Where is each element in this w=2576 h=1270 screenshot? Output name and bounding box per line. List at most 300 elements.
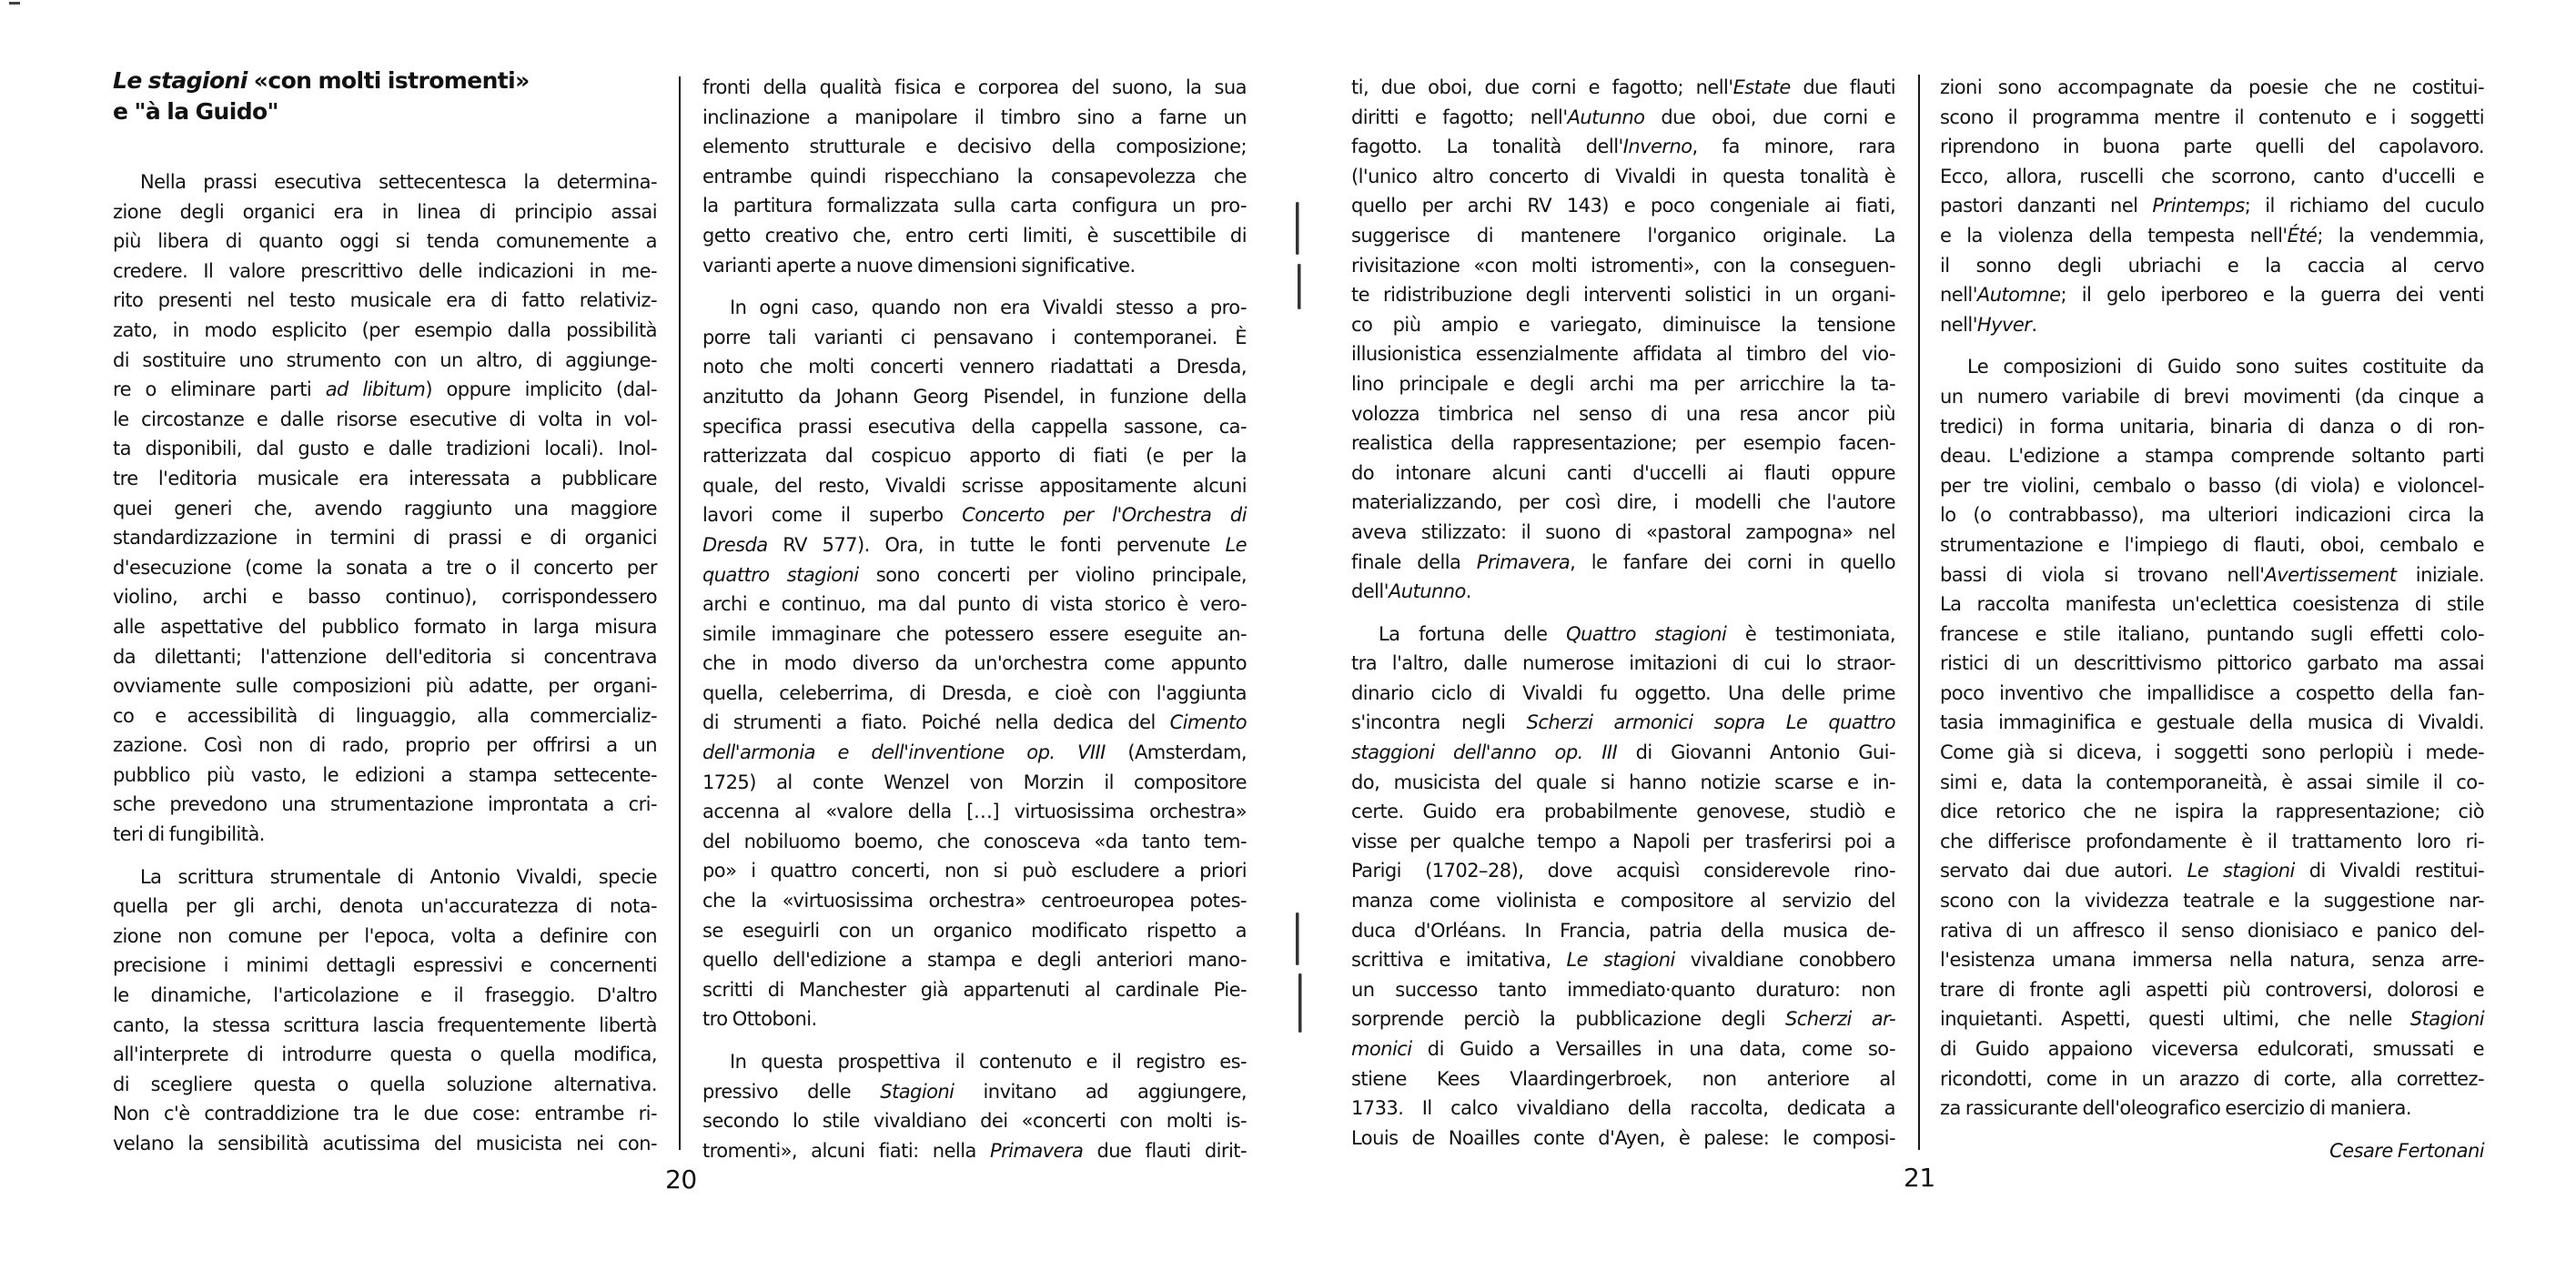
body-text: trare di fronte agli aspetti più controversi, dolorosi e [1940, 978, 2484, 1001]
body-text: velano la sensibilità acutissima del musicista nei con- [113, 1133, 657, 1154]
italic-text: quattro stagioni [702, 563, 859, 586]
text-line [113, 494, 657, 524]
text-line [702, 530, 1247, 560]
text-line [1351, 1064, 1895, 1094]
page-number-right: 21 [1904, 1163, 1935, 1193]
text-line [113, 642, 657, 672]
body-text: aveva stilizzato: il suono di «pastoral zampogna» nel [1351, 520, 1895, 543]
text-line [113, 892, 657, 922]
body-text: manza come violinista e compositore al servizio del [1351, 890, 1895, 912]
text-line [702, 251, 1247, 281]
text-line [1940, 827, 2484, 857]
body-text: iniziale. [2396, 563, 2484, 586]
italic-text: Le [1225, 533, 1247, 556]
body-text: visse per qualche tempo a Napoli per trasferirsi poi a [1351, 830, 1895, 852]
text-line [702, 679, 1247, 709]
text-line [1351, 162, 1895, 192]
italic-text: Concerto per l'Orchestra di [962, 504, 1247, 527]
text-line [702, 471, 1247, 501]
body-text: inquietanti. Aspetti, questi ultimi, che nelle [1940, 1008, 2410, 1031]
text-line [1351, 738, 1895, 768]
body-text: poco inventivo che impallidisce a cospetto della fan- [1940, 681, 2484, 704]
text-line [113, 862, 657, 892]
body-text: La scrittura strumentale di Antonio Vivaldi, specie [140, 865, 657, 888]
text-line [1351, 577, 1895, 607]
text-line [113, 434, 657, 464]
body-text: servato dai due autori. [1940, 860, 2187, 882]
italic-text: Été [2287, 224, 2318, 247]
text-line [702, 191, 1247, 221]
text-line [702, 708, 1247, 738]
body-text: po» i quattro concerti, non si può escludere a priori [702, 860, 1247, 882]
paragraph [1351, 73, 1895, 607]
body-text: diritti e fagotto; nell' [1351, 106, 1568, 128]
text-line [113, 612, 657, 642]
body-text: lino principale e degli archi ma per arricchire la ta- [1351, 372, 1895, 395]
text-line [113, 464, 657, 494]
body-text: teri di fungibilità. [113, 823, 265, 846]
italic-text: Le stagioni [2187, 860, 2295, 882]
column-divider-right [1918, 75, 1920, 1150]
text-line [1940, 251, 2484, 281]
body-text: se eseguirli con un organico modificato rispetto a [702, 919, 1247, 942]
body-text: . [1465, 580, 1471, 603]
column-body [113, 167, 657, 1159]
text-line [702, 590, 1247, 620]
italic-text: Dresda [702, 533, 768, 556]
body-text: e la violenza della tempesta nell' [1940, 224, 2288, 247]
body-text: , le fanfare dei corni in quello [1570, 550, 1895, 573]
body-text: nell' [1940, 284, 1977, 307]
staple-mark-upper-b [1298, 264, 1300, 309]
body-text: do intonare alcuni canti d'uccelli ai flauti oppure [1351, 461, 1895, 484]
body-text: quello per archi RV 143) e poco congeniale ai fiati, [1351, 195, 1895, 217]
body-text: è testimoniata, [1726, 622, 1896, 645]
text-line [1351, 132, 1895, 162]
body-text: archi e continuo, ma dal punto di vista storico è vero- [702, 593, 1247, 616]
paragraph [113, 167, 657, 850]
text-line [702, 975, 1247, 1005]
paragraph [1940, 73, 2484, 339]
text-line [113, 671, 657, 701]
body-text: dinario ciclo di Vivaldi fu oggetto. Una delle prime [1351, 681, 1895, 704]
text-line [1351, 73, 1895, 103]
page-number-left: 20 [665, 1164, 697, 1194]
body-text: za rassicurante dell'oleografico esercizio di maniera. [1940, 1097, 2411, 1120]
column-body [1351, 73, 1895, 1153]
body-text: elemento strutturale e decisivo della composizione; [702, 136, 1247, 158]
body-text: scritti di Manchester già appartenuti al cardinale Pie- [702, 978, 1247, 1001]
body-text: tra l'altro, dalle numerose imitazioni di cui lo straor- [1351, 652, 1895, 675]
body-text: , fa minore, rara [1692, 136, 1895, 158]
italic-text: Cimento [1169, 711, 1247, 734]
body-text: Ecco, allora, ruscelli che scorrono, canto d'uccelli e [1940, 165, 2484, 187]
text-line [1351, 369, 1895, 399]
text-line [702, 221, 1247, 251]
text-line [702, 382, 1247, 412]
body-text: del nobiluomo boemo, che conosceva «da tanto tem- [702, 830, 1247, 852]
body-text: quella per gli archi, denota un'accuratezza di nota- [113, 895, 657, 918]
right-page-column-1 [1351, 73, 1895, 1165]
body-text: noto che molti concerti vennero riadattati a Dresda, [702, 356, 1247, 378]
left-page-column-1 [113, 66, 657, 1172]
body-text: sche prevedono una strumentazione improntata a cri- [113, 793, 657, 816]
text-line [1940, 945, 2484, 975]
body-text: pastori danzanti nel [1940, 195, 2153, 217]
body-text: quello dell'edizione a stampa e degli anteriori mano- [702, 949, 1247, 972]
body-text: vivaldiane conobbero [1674, 949, 1895, 972]
body-text: due oboi, due corni e [1644, 106, 1896, 128]
body-text: In questa prospettiva il contenuto e il registro es- [730, 1051, 1247, 1073]
body-text: re o eliminare parti [113, 378, 326, 401]
text-line [702, 352, 1247, 382]
body-text: varianti aperte a nuove dimensioni significative. [702, 254, 1136, 277]
body-text: zazione. Così non di rado, proprio per offrirsi a un [113, 734, 657, 757]
right-page-column-2 [1940, 73, 2484, 1165]
text-line [1940, 590, 2484, 620]
body-text: fagotto. La tonalità dell' [1351, 136, 1623, 158]
text-line [113, 922, 657, 952]
staple-mark-lower-b [1298, 973, 1301, 1033]
italic-text: Hyver [1976, 313, 2032, 336]
text-line [1940, 530, 2484, 560]
text-line [1940, 280, 2484, 310]
body-text: stiene Kees Vlaardingerbroek, non anteriore al [1351, 1067, 1895, 1090]
paragraph [702, 1047, 1247, 1165]
text-line [702, 1047, 1247, 1077]
text-line [113, 1070, 657, 1100]
scan-artifact [9, 2, 20, 5]
body-text: ratterizzata dal cospicuo apporto di fiati (e per la [702, 445, 1247, 468]
text-line [1940, 649, 2484, 679]
text-line [1940, 221, 2484, 251]
text-line [1940, 162, 2484, 192]
text-line [702, 132, 1247, 162]
body-text: specifica prassi esecutiva della cappella sassone, ca- [702, 415, 1247, 438]
body-text: violino, archi e basso continuo), corrispondessero [113, 586, 657, 609]
text-line [1940, 103, 2484, 133]
text-line [702, 293, 1247, 323]
text-line [1351, 428, 1895, 459]
text-line [1940, 441, 2484, 471]
body-text: RV 577). Ora, in tutte le fonti pervenute [767, 533, 1226, 556]
body-text: canto, la stessa scrittura lascia frequentemente libertà [113, 1013, 657, 1036]
column-divider-left [679, 76, 681, 1150]
body-text: alle aspettative del pubblico formato in larga misura [113, 615, 657, 638]
body-text: d'esecuzione (come la sonata a tre o il concerto per [113, 556, 657, 579]
body-text: deau. L'edizione a stampa comprende soltanto parti [1940, 445, 2484, 468]
text-line [702, 856, 1247, 886]
article-title [113, 66, 657, 127]
body-text: di scegliere questa o quella soluzione alternativa. [113, 1073, 657, 1095]
body-text: getto creativo che, entro certi limiti, è suscettibile di [702, 224, 1247, 247]
text-line [1940, 132, 2484, 162]
text-line [1351, 221, 1895, 251]
text-line [702, 649, 1247, 679]
body-text: nell' [1940, 313, 1977, 336]
text-line [113, 981, 657, 1011]
text-line [702, 620, 1247, 650]
body-text: quale, del resto, Vivaldi scrisse appositamente alcuni [702, 474, 1247, 497]
body-text: (l'unico altro concerto di Vivaldi in questa tonalità è [1351, 165, 1895, 187]
text-line [1351, 827, 1895, 857]
italic-text: ad libitum [325, 378, 426, 401]
text-line [1940, 310, 2484, 340]
body-text: 1725) al conte Wenzel von Morzin il compositore [702, 771, 1247, 793]
text-line [702, 560, 1247, 590]
body-text: francese e stile italiano, puntando sugli effetti colo- [1940, 622, 2484, 645]
body-text: simi e, data la contemporaneità, è assai simile il co- [1940, 771, 2484, 793]
text-line [1940, 620, 2484, 650]
text-line [1351, 548, 1895, 578]
body-text: scono il programma mentre il contenuto e i soggetti [1940, 106, 2484, 128]
text-line [1940, 708, 2484, 738]
body-text: quei generi che, avendo raggiunto una maggiore [113, 497, 657, 519]
text-line [702, 768, 1247, 798]
text-line [113, 227, 657, 257]
text-line [1351, 975, 1895, 1005]
body-text: ; il gelo iperboreo e la guerra dei venti [2060, 284, 2484, 307]
body-text: ta disponibili, dal gusto e dalle tradizioni locali). Inol- [113, 438, 657, 460]
text-line [702, 738, 1247, 768]
body-text: Come già si diceva, i soggetti sono perlopiù i mede- [1940, 741, 2484, 764]
body-text: . [2031, 313, 2037, 336]
body-text: pressivo delle [702, 1080, 881, 1103]
body-text: do, musicista del quale si hanno notizie scarse e in- [1351, 771, 1895, 793]
text-line [113, 197, 657, 227]
body-text: accenna al «valore della […] virtuosissima orchestra» [702, 801, 1247, 823]
body-text: Nella prassi esecutiva settecentesca la determina- [140, 171, 657, 193]
text-line [1940, 975, 2484, 1005]
body-text: invitano ad aggiungere, [954, 1080, 1247, 1103]
text-line [1940, 856, 2484, 886]
body-text: di Guido a Versailles in una data, come so- [1411, 1038, 1895, 1060]
body-text: fronti della qualità fisica e corporea del suono, la sua [702, 76, 1247, 98]
body-text: dell' [1351, 580, 1389, 603]
body-text: zione non comune per l'epoca, volta a definire con [113, 924, 657, 947]
body-text: di Giovanni Antonio Gui- [1617, 741, 1895, 764]
column-body [1940, 73, 2484, 1165]
italic-text: monici [1351, 1038, 1412, 1060]
text-line [1351, 191, 1895, 221]
body-text: precisione i minimi dettagli espressivi e concernenti [113, 954, 657, 977]
italic-text: dell'armonia e dell'inventione op. VIII [702, 741, 1106, 764]
text-line [1940, 73, 2484, 103]
text-line [702, 162, 1247, 192]
body-text: sorprende perciò la pubblicazione degli [1351, 1008, 1785, 1031]
body-text: la partitura formalizzata sulla carta configura un pro- [702, 195, 1247, 217]
body-text: ovviamente sulle composizioni più adatte, per organi- [113, 675, 657, 698]
text-line [1940, 382, 2484, 412]
body-text: Le composizioni di Guido sono suites costituite da [1967, 356, 2484, 378]
text-line [1351, 399, 1895, 429]
text-line [113, 582, 657, 612]
body-text: quella, celeberrima, di Dresda, e cioè con l'aggiunta [702, 681, 1247, 704]
text-line [113, 761, 657, 791]
body-text: un numero variabile di brevi movimenti (da cinque a [1940, 385, 2484, 408]
body-text: che differisce profondamente è il trattamento loro ri- [1940, 830, 2484, 852]
body-text: anzitutto da Johann Georg Pisendel, in funzione della [702, 385, 1247, 408]
text-line [702, 797, 1247, 827]
text-line [702, 916, 1247, 946]
text-line [1940, 797, 2484, 827]
text-line [1940, 1034, 2484, 1064]
italic-text: Scherzi ar- [1785, 1008, 1896, 1031]
text-line [1351, 945, 1895, 975]
body-text: volozza timbrica nel senso di una resa ancor più [1351, 402, 1895, 425]
body-text: credere. Il valore prescrittivo delle indicazioni in me- [113, 259, 657, 282]
italic-text: Printemps [2152, 195, 2245, 217]
text-line [702, 1106, 1247, 1136]
text-line [1351, 488, 1895, 518]
italic-text: Autunno [1388, 580, 1466, 603]
body-text: bassi di viola si trovano nell' [1940, 563, 2265, 586]
body-text: due flauti dirit- [1083, 1139, 1247, 1162]
text-line [702, 73, 1247, 103]
text-line [1351, 280, 1895, 310]
text-line [113, 167, 657, 197]
text-line [1351, 1124, 1895, 1154]
text-line [113, 316, 657, 346]
body-text: certe. Guido era probabilmente genovese, studiò e [1351, 801, 1895, 823]
body-text: di Guido appaiono viceversa edulcorati, smussati e [1940, 1038, 2484, 1060]
body-text: scono con la vividezza teatrale e la suggestione nar- [1940, 890, 2484, 912]
body-text: di sostituire uno strumento con un altro, di aggiunge- [113, 348, 657, 371]
body-text: due flauti [1790, 76, 1895, 98]
text-line [113, 820, 657, 850]
body-text: che in modo diverso da un'orchestra come appunto [702, 652, 1247, 675]
text-line [1351, 518, 1895, 548]
body-text: tasia immaginifica e gestuale della musica di Vivaldi. [1940, 711, 2484, 734]
text-line [113, 405, 657, 435]
italic-text: Primavera [1476, 550, 1571, 573]
body-text: co più ampio e variegato, diminuisce la tensione [1351, 313, 1895, 336]
text-line [113, 701, 657, 731]
body-text: Parigi (1702–28), dove acquisì considerevole rino- [1351, 860, 1895, 882]
text-line [1940, 768, 2484, 798]
italic-text: Stagioni [2409, 1008, 2484, 1031]
body-text: tredici) in forma unitaria, binaria di danza o di ron- [1940, 415, 2484, 438]
text-line [1940, 1094, 2484, 1124]
text-line [113, 257, 657, 287]
text-line [1940, 560, 2484, 590]
body-text: In ogni caso, quando non era Vivaldi stesso a pro- [730, 297, 1247, 319]
body-text: La raccolta manifesta un'eclettica coesistenza di stile [1940, 593, 2484, 616]
body-text: lo (o contrabbasso), ma ulteriori indicazioni circa la [1940, 504, 2484, 527]
body-text: che la «virtuosissima orchestra» centroeuropea potes- [702, 890, 1247, 912]
text-line [1351, 679, 1895, 709]
body-text: Louis de Noailles conte d'Ayen, è palese: le composi- [1351, 1126, 1895, 1149]
body-text: suggerisce di mantenere l'organico originale. La [1351, 224, 1895, 247]
text-line [1940, 471, 2484, 501]
body-text: di strumenti a fiato. Poiché nella dedica del [702, 711, 1170, 734]
left-page-column-2 [702, 73, 1247, 1178]
body-text: finale della [1351, 550, 1477, 573]
text-line [1351, 620, 1895, 650]
italic-text: Estate [1732, 76, 1791, 98]
body-text: te ridistribuzione degli interventi solistici in un organi- [1351, 284, 1895, 307]
body-text: tro Ottoboni. [702, 1008, 817, 1031]
text-line [1351, 708, 1895, 738]
text-line [1940, 412, 2484, 442]
text-line [113, 523, 657, 553]
title-roman-part: «con molti istromenti» [247, 67, 530, 94]
body-text: entrambe quindi rispecchiano la consapevolezza che [702, 165, 1247, 187]
body-text: s'incontra negli [1351, 711, 1527, 734]
text-line [702, 441, 1247, 471]
text-line [1940, 191, 2484, 221]
body-text: Non c'è contraddizione tra le due cose: entrambe ri- [113, 1103, 657, 1125]
text-line [1351, 103, 1895, 133]
body-text: di Vivaldi restitui- [2294, 860, 2484, 882]
body-text: zato, in modo esplicito (per esempio dalla possibilità [113, 318, 657, 341]
body-text: co e accessibilità di linguaggio, alla commercializ- [113, 704, 657, 727]
body-text: (Amsterdam, [1105, 741, 1247, 764]
paragraph [702, 293, 1247, 1034]
text-line [1940, 679, 2484, 709]
text-line [113, 286, 657, 316]
body-text: le circostanze e dalle risorse esecutive di volta in vol- [113, 408, 657, 430]
body-text: un successo tanto immediato·quanto duraturo: non [1351, 978, 1895, 1001]
body-text: ) oppure implicito (dal- [425, 378, 657, 401]
body-text: zione degli organici era in linea di principio assai [113, 200, 657, 223]
body-text: 1733. Il calco vivaldiano della raccolta, dedicata a [1351, 1097, 1895, 1120]
text-line [1351, 1004, 1895, 1034]
italic-text: Stagioni [880, 1080, 955, 1103]
body-text: all'interprete di introdurre questa o quella modifica, [113, 1043, 657, 1066]
body-text: materializzando, per così dire, i modelli che l'autore [1351, 491, 1895, 514]
text-line [113, 375, 657, 405]
italic-text: Avertissement [2264, 563, 2397, 586]
paragraph [702, 73, 1247, 280]
body-text: duca d'Orléans. In Francia, patria della musica de- [1351, 919, 1895, 942]
body-text: ; la vendemmia, [2317, 224, 2484, 247]
body-text: strumentazione e l'impiego di flauti, oboi, cembalo e [1940, 533, 2484, 556]
column-body [702, 73, 1247, 1165]
italic-text: Scherzi armonici sopra Le quattro [1526, 711, 1895, 734]
italic-text: Inverno [1622, 136, 1692, 158]
text-line [1940, 886, 2484, 916]
body-text: inclinazione a manipolare il timbro sino a farne un [702, 106, 1247, 128]
body-text: tromenti», alcuni fiati: nella [702, 1139, 990, 1162]
text-line [702, 1077, 1247, 1107]
body-text: le dinamiche, l'articolazione e il fraseggio. D'altro [113, 984, 657, 1007]
body-text: dice retorico che ne ispira la rappresentazione; ciò [1940, 801, 2484, 823]
italic-text: Automne [1976, 284, 2061, 307]
text-line [1351, 251, 1895, 281]
text-line [1351, 797, 1895, 827]
text-line [1351, 339, 1895, 369]
text-line [1940, 738, 2484, 768]
body-text: rito presenti nel testo musicale era di fatto relativiz- [113, 289, 657, 312]
staple-mark-lower-a [1296, 912, 1298, 965]
text-line [1940, 500, 2484, 530]
staple-mark-upper-a [1296, 202, 1298, 255]
body-text: ti, due oboi, due corni e fagotto; nell' [1351, 76, 1733, 98]
title-italic-part: Le stagioni [113, 67, 247, 94]
text-line [113, 1099, 657, 1129]
italic-text: Le stagioni [1566, 949, 1675, 972]
text-line [702, 827, 1247, 857]
body-text: secondo lo stile vivaldiano dei «concerti con molti is- [702, 1110, 1247, 1133]
body-text: rativa di un affresco il senso dionisiaco e panico del- [1940, 919, 2484, 942]
text-line [1351, 459, 1895, 489]
text-line [702, 103, 1247, 133]
body-text: standardizzazione in termini di prassi e di organici [113, 527, 657, 549]
text-line [1351, 916, 1895, 946]
body-text: zioni sono accompagnate da poesie che ne costitui- [1940, 76, 2484, 98]
body-text: più libera di quanto oggi si tenda comunemente a [113, 230, 657, 253]
